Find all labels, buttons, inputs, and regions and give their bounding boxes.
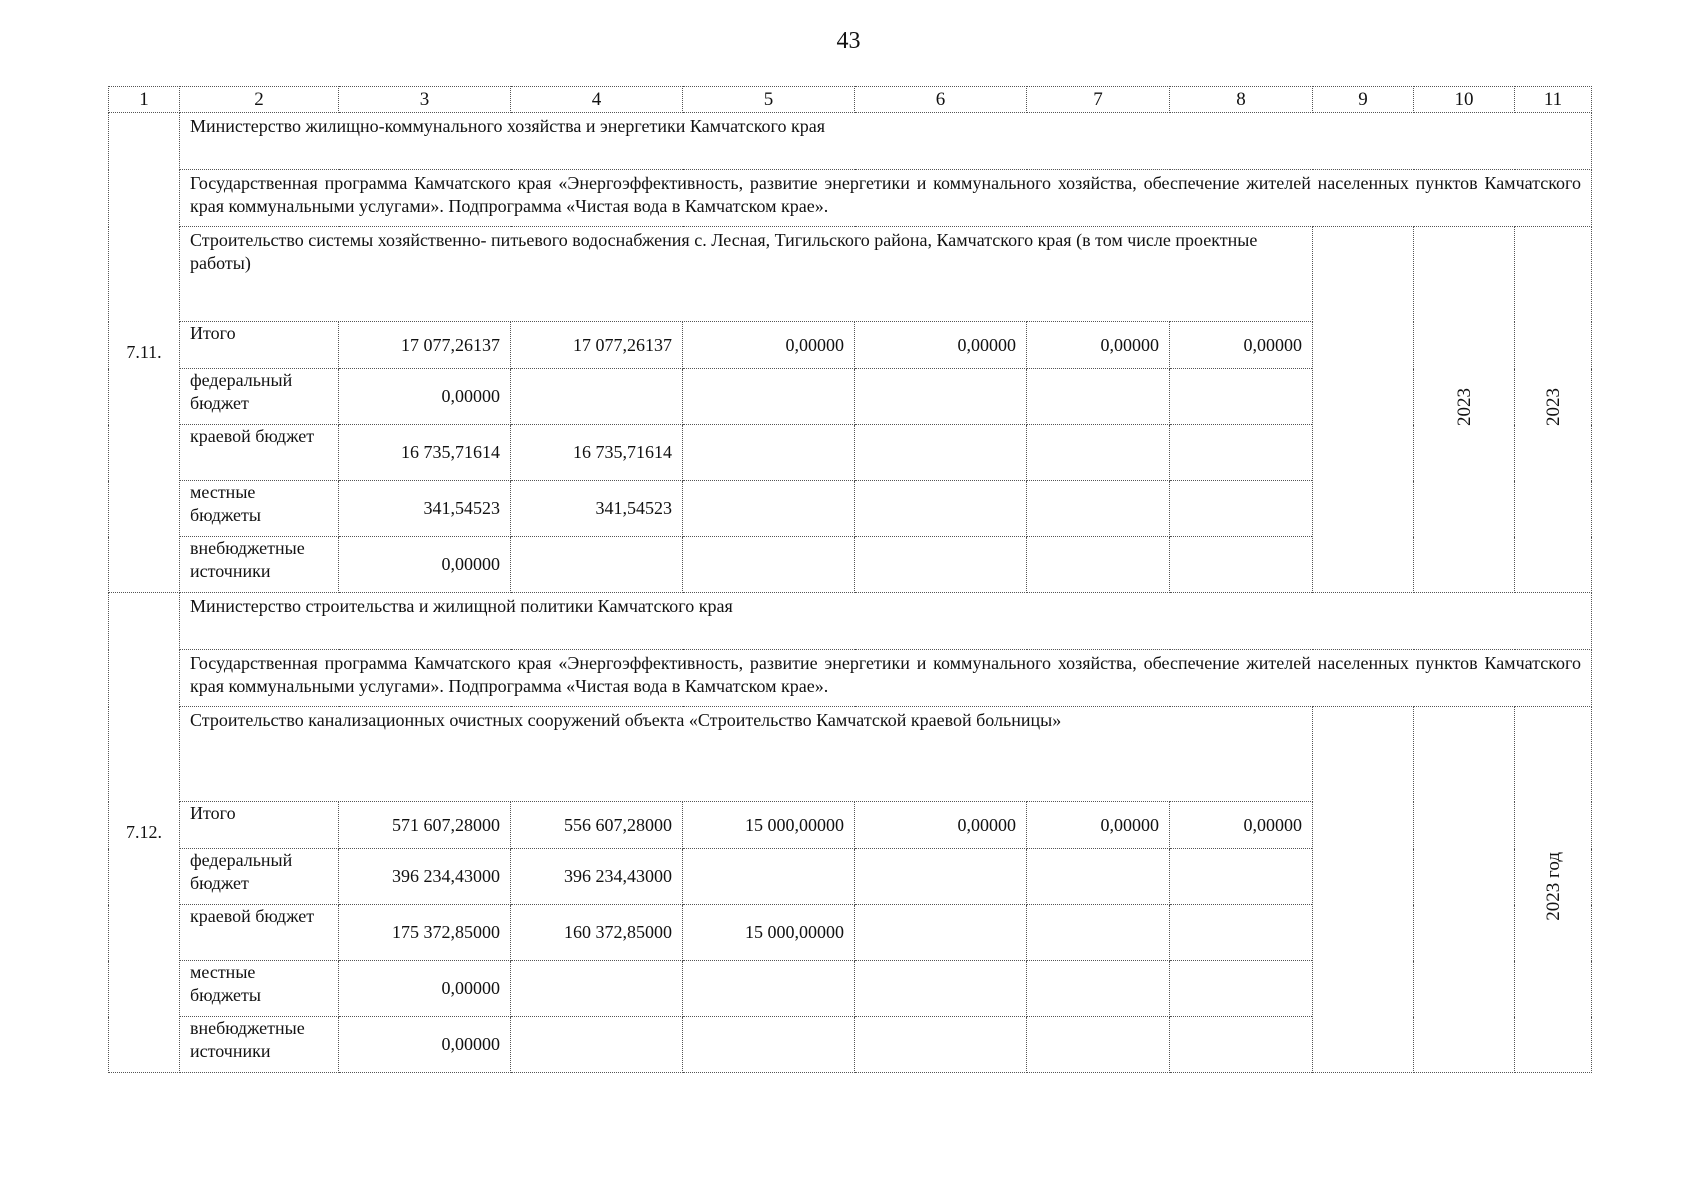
column-header-row xyxy=(109,87,1592,113)
project-name: Строительство канализационных очистных сооружений объекта «Строительство Камчатской краевой больницы» xyxy=(180,707,1313,802)
column-10-cell xyxy=(1414,707,1515,1073)
ministry-name: Министерство строительства и жилищной политики Камчатского края xyxy=(180,593,1592,650)
column-11-value: 2023 год xyxy=(1542,852,1564,921)
amount-cell xyxy=(1027,849,1170,905)
amount-cell xyxy=(511,961,683,1017)
amount-cell: 0,00000 xyxy=(1170,802,1313,849)
amount-cell: 0,00000 xyxy=(1027,322,1170,369)
funding-source-label: краевой бюджет xyxy=(180,425,339,481)
amount-cell xyxy=(855,849,1027,905)
amount-cell: 341,54523 xyxy=(339,481,511,537)
amount-cell xyxy=(855,905,1027,961)
ministry-name: Министерство жилищно-коммунального хозяйства и энергетики Камчатского края xyxy=(180,113,1592,170)
column-header: 10 xyxy=(1414,87,1515,113)
amount-cell: 0,00000 xyxy=(855,322,1027,369)
amount-cell xyxy=(1170,905,1313,961)
amount-cell: 556 607,28000 xyxy=(511,802,683,849)
amount-cell xyxy=(511,537,683,593)
item-number: 7.11. xyxy=(109,113,180,593)
funding-source-label: федеральный бюджет xyxy=(180,369,339,425)
amount-cell xyxy=(511,1017,683,1073)
amount-cell xyxy=(683,369,855,425)
funding-source-label: внебюджетные источники xyxy=(180,537,339,593)
item-number: 7.12. xyxy=(109,593,180,1073)
amount-cell xyxy=(683,481,855,537)
amount-cell: 0,00000 xyxy=(339,961,511,1017)
column-header: 1 xyxy=(109,87,180,113)
amount-cell xyxy=(855,425,1027,481)
project-row xyxy=(109,707,1592,802)
amount-cell xyxy=(683,537,855,593)
amount-cell: 175 372,85000 xyxy=(339,905,511,961)
amount-cell: 0,00000 xyxy=(339,1017,511,1073)
program-row xyxy=(109,170,1592,227)
amount-cell xyxy=(1170,481,1313,537)
amount-cell xyxy=(1027,905,1170,961)
amount-cell xyxy=(1170,849,1313,905)
funding-source-label: Итого xyxy=(180,322,339,369)
amount-cell xyxy=(1027,961,1170,1017)
amount-cell xyxy=(1170,537,1313,593)
funding-source-label: краевой бюджет xyxy=(180,905,339,961)
amount-cell: 396 234,43000 xyxy=(339,849,511,905)
amount-cell: 396 234,43000 xyxy=(511,849,683,905)
page-number: 43 xyxy=(836,28,861,54)
funding-source-label: местные бюджеты xyxy=(180,961,339,1017)
amount-cell xyxy=(1170,425,1313,481)
column-header: 4 xyxy=(511,87,683,113)
project-row xyxy=(109,227,1592,322)
amount-cell xyxy=(1027,369,1170,425)
amount-cell xyxy=(683,961,855,1017)
amount-cell xyxy=(1170,369,1313,425)
amount-cell: 160 372,85000 xyxy=(511,905,683,961)
column-10-cell xyxy=(1414,227,1515,593)
program-row xyxy=(109,650,1592,707)
program-name: Государственная программа Камчатского края «Энергоэффективность, развитие энергетики и коммунального хозяйства, обеспечение жителей населенных пунктов Камчатского края коммунальными услугами». Подпрограмма «Чистая вода в Камчатском крае». xyxy=(180,170,1592,227)
column-11-cell xyxy=(1515,227,1592,593)
amount-cell xyxy=(855,481,1027,537)
funding-source-label: Итого xyxy=(180,802,339,849)
amount-cell: 0,00000 xyxy=(855,802,1027,849)
column-header: 8 xyxy=(1170,87,1313,113)
column-header: 9 xyxy=(1313,87,1414,113)
column-header: 5 xyxy=(683,87,855,113)
column-11-cell xyxy=(1515,707,1592,1073)
amount-cell: 571 607,28000 xyxy=(339,802,511,849)
ministry-row xyxy=(109,113,1592,170)
amount-cell xyxy=(855,1017,1027,1073)
amount-cell xyxy=(1027,481,1170,537)
column-10-value: 2023 xyxy=(1453,387,1475,426)
amount-cell xyxy=(511,369,683,425)
column-header: 2 xyxy=(180,87,339,113)
amount-cell: 15 000,00000 xyxy=(683,802,855,849)
amount-cell: 17 077,26137 xyxy=(339,322,511,369)
amount-cell xyxy=(683,425,855,481)
funding-source-label: местные бюджеты xyxy=(180,481,339,537)
column-11-value: 2023 xyxy=(1542,387,1564,426)
amount-cell xyxy=(683,849,855,905)
amount-cell: 17 077,26137 xyxy=(511,322,683,369)
column-9-cell xyxy=(1313,227,1414,593)
amount-cell xyxy=(683,1017,855,1073)
amount-cell: 15 000,00000 xyxy=(683,905,855,961)
project-name: Строительство системы хозяйственно- питьевого водоснабжения с. Лесная, Тигильского района, Камчатского края (в том числе проектные работы) xyxy=(180,227,1313,322)
amount-cell: 0,00000 xyxy=(339,537,511,593)
budget-table xyxy=(108,86,1592,1073)
amount-cell xyxy=(855,537,1027,593)
ministry-row xyxy=(109,593,1592,650)
amount-cell: 0,00000 xyxy=(339,369,511,425)
column-header: 3 xyxy=(339,87,511,113)
amount-cell: 16 735,71614 xyxy=(511,425,683,481)
amount-cell xyxy=(1170,961,1313,1017)
amount-cell xyxy=(855,369,1027,425)
column-header: 11 xyxy=(1515,87,1592,113)
amount-cell: 0,00000 xyxy=(1027,802,1170,849)
amount-cell xyxy=(1027,425,1170,481)
program-name: Государственная программа Камчатского края «Энергоэффективность, развитие энергетики и коммунального хозяйства, обеспечение жителей населенных пунктов Камчатского края коммунальными услугами». Подпрограмма «Чистая вода в Камчатском крае». xyxy=(180,650,1592,707)
amount-cell xyxy=(1027,537,1170,593)
amount-cell: 0,00000 xyxy=(683,322,855,369)
column-9-cell xyxy=(1313,707,1414,1073)
amount-cell: 341,54523 xyxy=(511,481,683,537)
funding-source-label: внебюджетные источники xyxy=(180,1017,339,1073)
amount-cell: 16 735,71614 xyxy=(339,425,511,481)
amount-cell xyxy=(1027,1017,1170,1073)
amount-cell xyxy=(855,961,1027,1017)
column-header: 6 xyxy=(855,87,1027,113)
amount-cell xyxy=(1170,1017,1313,1073)
column-header: 7 xyxy=(1027,87,1170,113)
amount-cell: 0,00000 xyxy=(1170,322,1313,369)
funding-source-label: федеральный бюджет xyxy=(180,849,339,905)
